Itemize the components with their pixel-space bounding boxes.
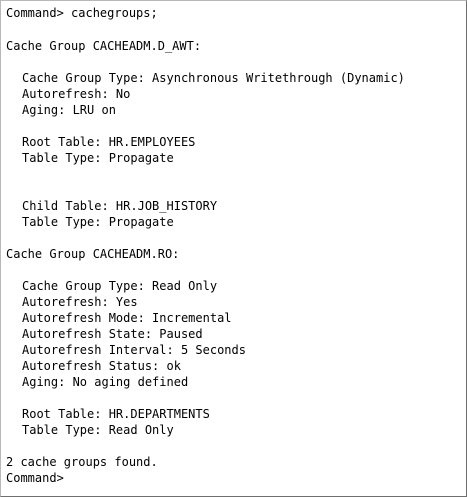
child-table-line: Child Table: HR.JOB_HISTORY bbox=[22, 199, 218, 213]
cache-group-header: Cache Group CACHEADM.RO: bbox=[6, 247, 180, 261]
summary-line: 2 cache groups found. bbox=[6, 455, 158, 469]
command-prompt[interactable]: Command> bbox=[6, 471, 64, 485]
cache-group-type: Cache Group Type: Asynchronous Writethrough (Dynamic) bbox=[22, 71, 405, 85]
root-table-line: Root Table: HR.EMPLOYEES bbox=[22, 135, 196, 149]
cache-group-header: Cache Group CACHEADM.D_AWT: bbox=[6, 39, 202, 53]
autorefresh-state-line: Autorefresh State: Paused bbox=[22, 327, 203, 341]
autorefresh-status-line: Autorefresh Status: ok bbox=[22, 359, 181, 373]
autorefresh-line: Autorefresh: Yes bbox=[22, 295, 138, 309]
command-line: Command> cachegroups; bbox=[6, 6, 158, 20]
table-type-line: Table Type: Read Only bbox=[22, 423, 174, 437]
root-table-line: Root Table: HR.DEPARTMENTS bbox=[22, 407, 210, 421]
table-type-line: Table Type: Propagate bbox=[22, 151, 174, 165]
autorefresh-line: Autorefresh: No bbox=[22, 87, 131, 101]
aging-line: Aging: No aging defined bbox=[22, 375, 189, 389]
table-type-line: Table Type: Propagate bbox=[22, 215, 174, 229]
autorefresh-mode-line: Autorefresh Mode: Incremental bbox=[22, 311, 232, 325]
cache-group-type: Cache Group Type: Read Only bbox=[22, 279, 218, 293]
autorefresh-interval-line: Autorefresh Interval: 5 Seconds bbox=[22, 343, 246, 357]
aging-line: Aging: LRU on bbox=[22, 103, 116, 117]
